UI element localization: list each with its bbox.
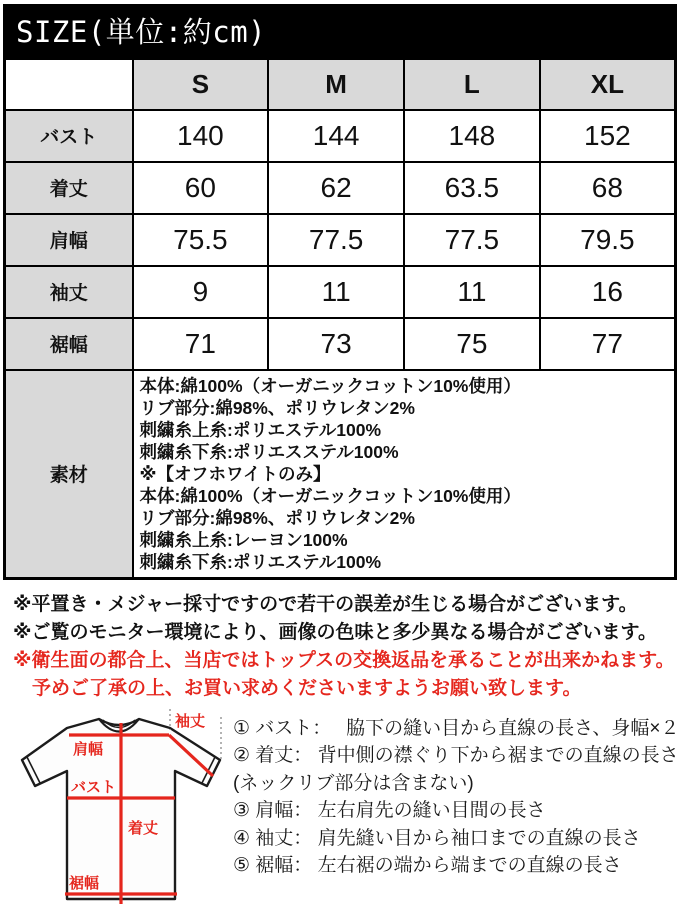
row-label-bust: バスト bbox=[5, 110, 133, 162]
note-no-returns: ※衛生面の都合上、当店ではトップスの交換返品を承ることが出来かねます。 bbox=[13, 649, 675, 671]
size-value: 148 bbox=[404, 110, 540, 162]
size-value: 9 bbox=[133, 266, 269, 318]
bust-label: バスト bbox=[71, 778, 117, 796]
measurement-guide-list bbox=[231, 705, 679, 880]
material-line: 本体:綿100%（オーガニックコットン10%使用） bbox=[139, 375, 521, 396]
size-value: 11 bbox=[404, 266, 540, 318]
table-row-material bbox=[5, 370, 676, 579]
column-header-xl: XL bbox=[540, 59, 676, 110]
table-row-length bbox=[5, 162, 676, 214]
table-row-shoulder bbox=[5, 214, 676, 266]
column-header-m: M bbox=[268, 59, 404, 110]
guide-line-hem: ⑤ 裾幅： 左右裾の端から端までの直線の長さ bbox=[233, 855, 622, 876]
guide-line-length: ② 着丈： 背中側の襟ぐり下から裾までの直線の長さ bbox=[233, 745, 679, 766]
size-value: 11 bbox=[268, 266, 404, 318]
guide-line-sleeve: ④ 袖丈： 肩先縫い目から袖口までの直線の長さ bbox=[233, 827, 641, 849]
guide-line-shoulder: ③ 肩幅： 左右肩先の縫い目間の長さ bbox=[233, 800, 546, 821]
notes-section bbox=[13, 591, 677, 703]
material-line: ※【オフホワイトのみ】 bbox=[139, 463, 331, 484]
size-value: 16 bbox=[540, 266, 676, 318]
body-length-label: 着丈 bbox=[128, 819, 159, 837]
row-label-hem: 裾幅 bbox=[5, 318, 133, 370]
size-value: 71 bbox=[133, 318, 269, 370]
material-line: 刺繍糸下糸:ポリエスステル100% bbox=[139, 441, 399, 462]
material-line: リブ部分:綿98%、ポリウレタン2% bbox=[139, 397, 415, 418]
shoulder-width-label: 肩幅 bbox=[73, 740, 104, 758]
material-line: 刺繍糸下糸:ポリエステル100% bbox=[139, 551, 382, 572]
size-value: 152 bbox=[540, 110, 676, 162]
hem-width-label: 裾幅 bbox=[69, 874, 100, 892]
sleeve-length-label: 袖丈 bbox=[175, 712, 206, 730]
size-value: 73 bbox=[268, 318, 404, 370]
measurement-diagram-section bbox=[3, 705, 680, 911]
size-value: 75.5 bbox=[133, 214, 269, 266]
row-label-length: 着丈 bbox=[5, 162, 133, 214]
table-row-bust bbox=[5, 110, 676, 162]
note-please-understand: 予めご了承の上、お買い求めくださいますようお願い致します。 bbox=[32, 677, 582, 699]
material-line: 刺繍糸上糸:レーヨン100% bbox=[139, 529, 348, 550]
size-value: 144 bbox=[268, 110, 404, 162]
table-row-hem bbox=[5, 318, 676, 370]
note-monitor-color: ※ご覧のモニター環境により、画像の色味と多少異なる場合がございます。 bbox=[13, 621, 657, 643]
material-cell bbox=[133, 370, 676, 579]
corner-cell bbox=[5, 59, 133, 110]
size-value: 79.5 bbox=[540, 214, 676, 266]
size-value: 62 bbox=[268, 162, 404, 214]
row-label-shoulder: 肩幅 bbox=[5, 214, 133, 266]
table-row-sleeve bbox=[5, 266, 676, 318]
size-table bbox=[3, 57, 677, 580]
header-row bbox=[5, 59, 676, 110]
size-value: 77.5 bbox=[404, 214, 540, 266]
size-value: 75 bbox=[404, 318, 540, 370]
size-value: 60 bbox=[133, 162, 269, 214]
size-value: 63.5 bbox=[404, 162, 540, 214]
material-line: リブ部分:綿98%、ポリウレタン2% bbox=[139, 507, 415, 528]
row-label-sleeve: 袖丈 bbox=[5, 266, 133, 318]
page-title: SIZE(単位:約cm) bbox=[16, 15, 267, 49]
title-bar bbox=[3, 4, 677, 57]
row-label-material: 素材 bbox=[5, 370, 133, 579]
material-line: 刺繍糸上糸:ポリエステル100% bbox=[139, 419, 382, 440]
size-value: 140 bbox=[133, 110, 269, 162]
note-measurement-tolerance: ※平置き・メジャー採寸ですので若干の誤差が生じる場合がございます。 bbox=[13, 593, 638, 615]
guide-line-bust: ① バスト： 脇下の縫い目から直線の長さ、身幅×２ bbox=[233, 717, 680, 739]
guide-line-length-note: (ネックリブ部分は含まない) bbox=[233, 772, 474, 794]
column-header-s: S bbox=[133, 59, 269, 110]
tshirt-illustration-svg bbox=[13, 707, 231, 910]
tshirt-diagram bbox=[3, 705, 231, 911]
size-value: 68 bbox=[540, 162, 676, 214]
column-header-l: L bbox=[404, 59, 540, 110]
size-value: 77 bbox=[540, 318, 676, 370]
material-line: 本体:綿100%（オーガニックコットン10%使用） bbox=[139, 485, 521, 506]
size-value: 77.5 bbox=[268, 214, 404, 266]
